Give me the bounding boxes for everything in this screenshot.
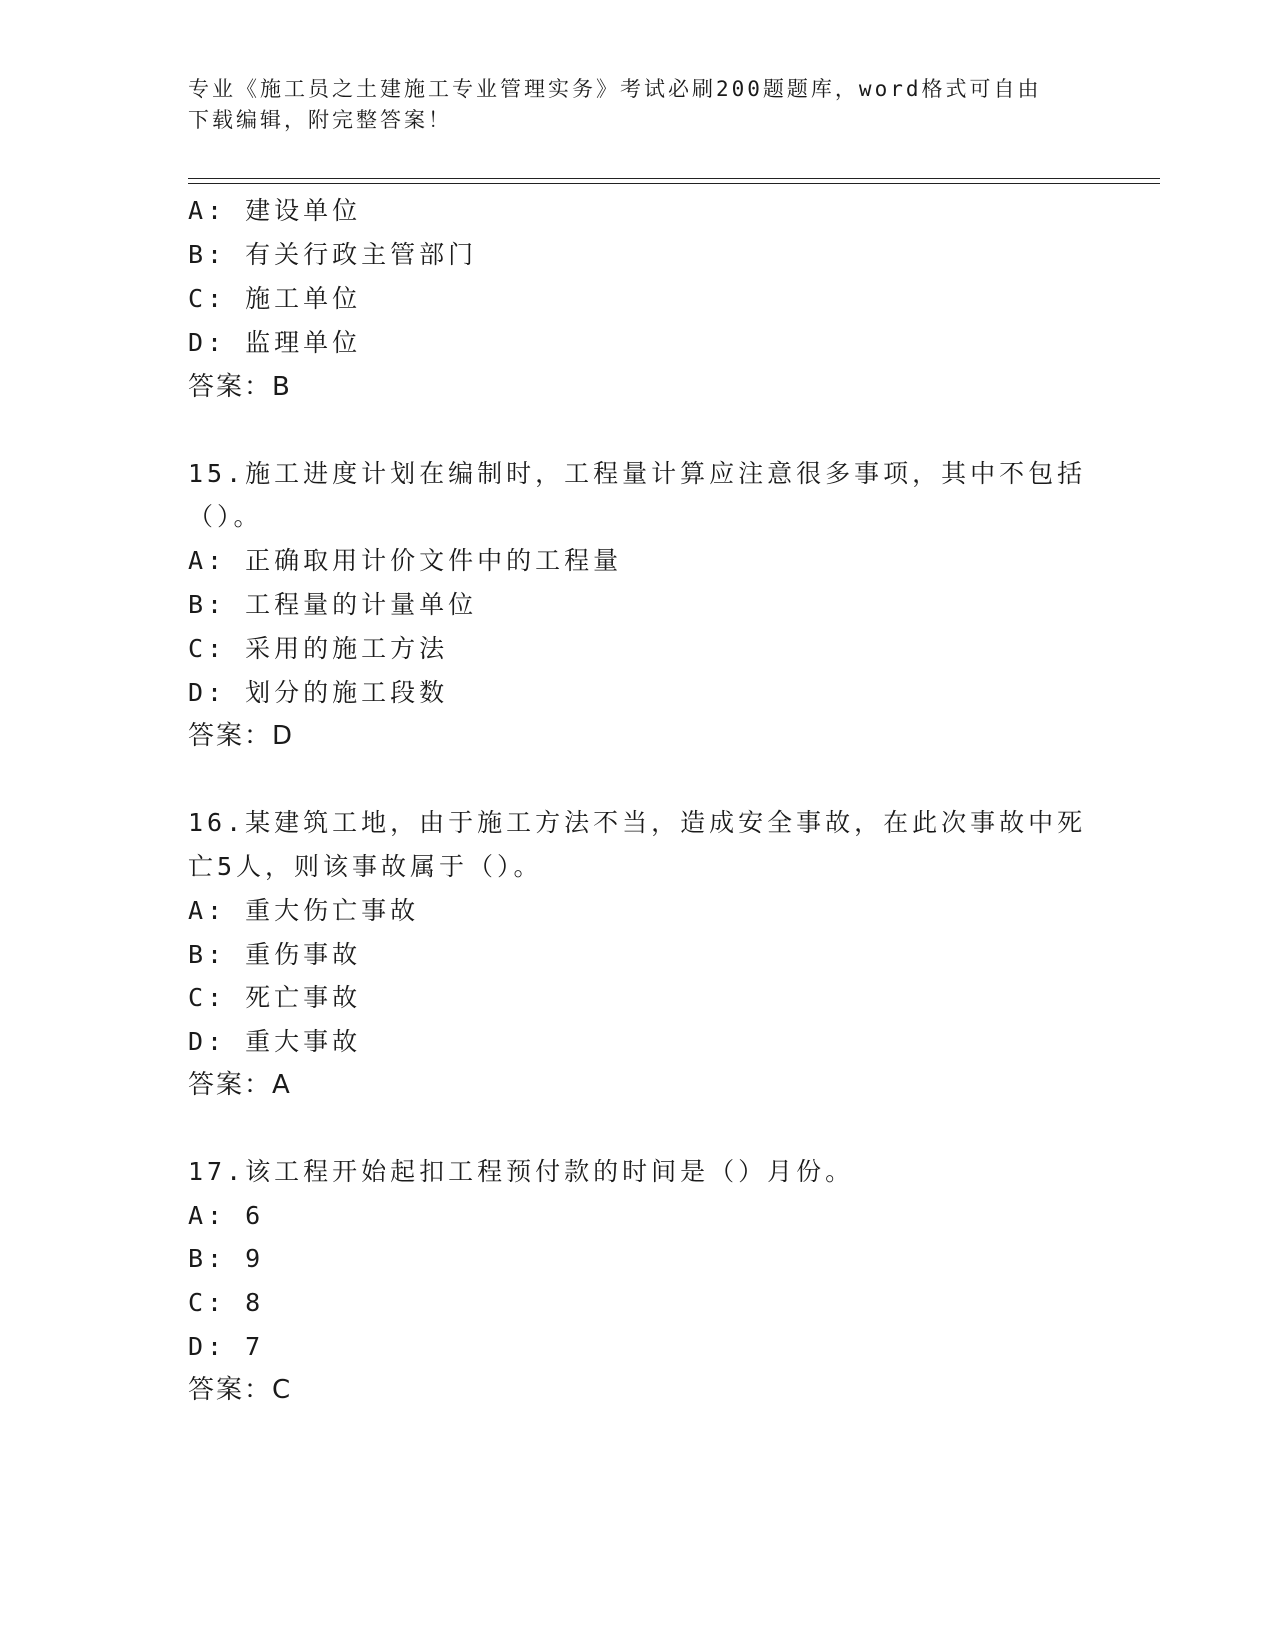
- q17-stem-line-1: 17.该工程开始起扣工程预付款的时间是（）月份。: [188, 1157, 855, 1186]
- q16-stem-line-2: 亡5人，则该事故属于（）。: [188, 852, 543, 881]
- header-divider-top: [188, 178, 1160, 179]
- q17-option-d: D: 7: [188, 1332, 265, 1361]
- q15-option-c: C: 采用的施工方法: [188, 634, 449, 663]
- q15-stem-line-2: （）。: [188, 502, 263, 531]
- q14-option-b: B: 有关行政主管部门: [188, 240, 478, 269]
- q14-option-a: A: 建设单位: [188, 196, 362, 225]
- q16-stem-line-1: 16.某建筑工地，由于施工方法不当，造成安全事故，在此次事故中死: [188, 808, 1087, 837]
- q16-option-c: C: 死亡事故: [188, 983, 362, 1012]
- header-title-line-1: 专业《施工员之土建施工专业管理实务》考试必刷200题题库，word格式可自由: [188, 77, 1042, 101]
- q16-option-a: A: 重大伤亡事故: [188, 896, 420, 925]
- q16-option-b: B: 重伤事故: [188, 940, 362, 969]
- q17-option-c: C: 8: [188, 1288, 265, 1317]
- header-divider-bottom: [188, 183, 1160, 184]
- q15-option-b: B: 工程量的计量单位: [188, 590, 478, 619]
- q14-answer: 答案：B: [188, 372, 292, 402]
- q15-option-a: A: 正确取用计价文件中的工程量: [188, 546, 623, 575]
- q15-option-d: D: 划分的施工段数: [188, 678, 449, 707]
- q16-option-d: D: 重大事故: [188, 1027, 362, 1056]
- q16-answer: 答案：A: [188, 1070, 292, 1100]
- document-header: [188, 74, 1088, 136]
- header-title-line-2: 下载编辑，附完整答案！: [188, 108, 452, 132]
- q15-stem-line-1: 15.施工进度计划在编制时，工程量计算应注意很多事项，其中不包括: [188, 459, 1087, 488]
- q17-option-a: A: 6: [188, 1201, 265, 1230]
- q17-option-b: B: 9: [188, 1244, 265, 1273]
- q14-option-d: D: 监理单位: [188, 328, 362, 357]
- q17-answer: 答案：C: [188, 1375, 293, 1405]
- q15-answer: 答案：D: [188, 721, 295, 751]
- q14-option-c: C: 施工单位: [188, 284, 362, 313]
